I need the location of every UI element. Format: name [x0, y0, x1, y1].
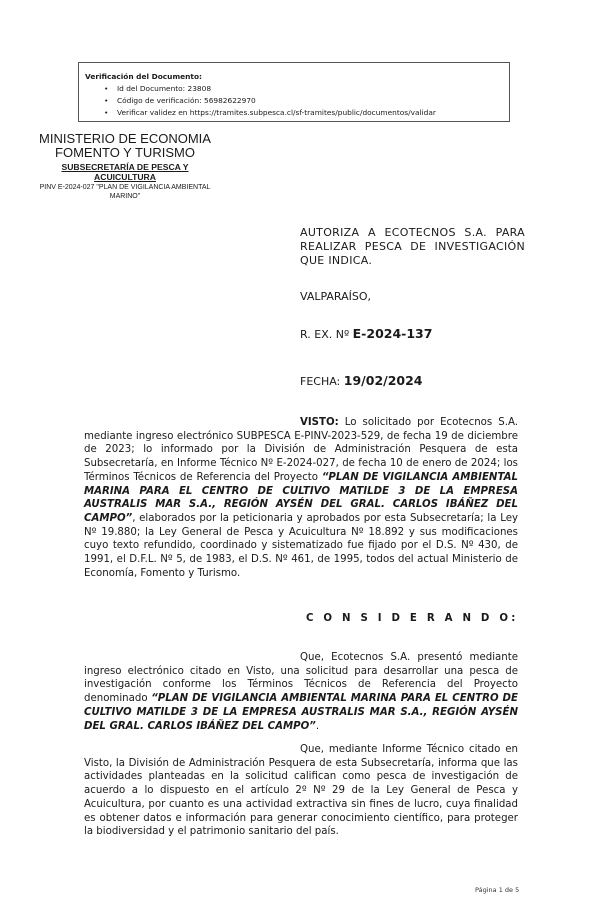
ministry-name-line2: FOMENTO Y TURISMO	[55, 145, 195, 160]
p1-text-b: .	[315, 720, 320, 732]
resolution-subject: AUTORIZA A ECOTECNOS S.A. PARA REALIZAR PESCA DE INVESTIGACIÓN QUE INDICA.	[300, 226, 525, 267]
ministry-name: MINISTERIO DE ECONOMIA	[39, 131, 211, 146]
considerando-paragraph-2	[84, 743, 518, 839]
subsecretaria-name: SUBSECRETARÍA DE PESCA Y ACUICULTURA	[61, 162, 189, 182]
resolution-city: VALPARAÍSO,	[300, 290, 372, 303]
resolution-number-value: E-2024-137	[352, 326, 433, 341]
visto-project: “PLAN DE VIGILANCIA AMBIENTAL MARINA PARA EL CENTRO DE CULTIVO MATILDE 3 DE LA EMPRESA AUSTRALIS MAR S.A., REGIÓN AYSÉN DEL GRAL. CARLOS IBÁÑEZ DEL CAMPO”	[84, 471, 518, 524]
considerando-heading: C O N S I D E R A N D O:	[306, 613, 519, 624]
resolution-number-label: R. EX. Nº	[300, 328, 350, 341]
resolution-date-value: 19/02/2024	[343, 373, 423, 388]
verification-url[interactable]: • Verificar validez en https://tramites.subpesca.cl/sf-tramites/public/documentos/validar	[117, 107, 509, 119]
resolution-date	[300, 374, 423, 389]
p1-text-a: Que, Ecotecnos S.A. presentó mediante ingreso electrónico citado en Visto, una solicitud para desarrollar una pesca de investigación conforme los Términos Técnicos de Referencia del Proyecto denominado	[84, 652, 518, 705]
document-id: • Id del Documento: 23808	[117, 83, 509, 95]
verification-code: • Código de verificación: 56982622970	[117, 95, 509, 107]
verification-title: Verificación del Documento:	[85, 72, 202, 81]
resolution-date-label: FECHA:	[300, 375, 341, 388]
reference-code: PINV E-2024-027 "PLAN DE VIGILANCIA AMBIENTAL MARINO"	[39, 184, 211, 200]
visto-section	[84, 416, 518, 580]
considerando-paragraph-1	[84, 651, 518, 733]
visto-text-b: , elaborados por la peticionaria y aprobados por esta Subsecretaría; la Ley Nº 19.880; la Ley General de Pesca y Acuicultura Nº 18.892 y sus modificaciones cuyo texto refundido, coordinado y sistematizado fue fijado por el D.S. Nº 430, de 1991, el D.F.L. Nº 5, de 1983, el D.S. Nº 461, de 1995, todos del actual Ministerio de Economía, Fomento y Turismo.	[84, 512, 518, 579]
visto-text-a: Lo solicitado por Ecotecnos S.A. mediante ingreso electrónico SUBPESCA E-PINV-2023-529, de fecha 19 de diciembre de 2023; lo informado por la División de Administración Pesquera de esta Subsecretaría, en Informe Técnico Nº E-2024-027, de fecha 10 de enero de 2024; los Términos Técnicos de Referencia del Proyecto	[84, 417, 518, 483]
page-number: Página 1 de 5	[475, 886, 520, 894]
p2-text: Que, mediante Informe Técnico citado en Visto, la División de Administración Pesquera de esta Subsecretaría, informa que las actividades planteadas en la solicitud califican como pesca de investigación de acuerdo a lo dispuesto en el artículo 2º Nº 29 de la Ley General de Pesca y Acuicultura, por cuanto es una actividad extractiva sin fines de lucro, cuya finalidad es obtener datos e información para generar conocimiento científico, para proteger la biodiversidad y el patrimonio sanitario del país.	[84, 744, 518, 838]
p1-project: “PLAN DE VIGILANCIA AMBIENTAL MARINA PARA EL CENTRO DE CULTIVO MATILDE 3 DE LA EMPRESA AUSTRALIS MAR S.A., REGIÓN AYSÉN DEL GRAL. CARLOS IBÁÑEZ DEL CAMPO”	[84, 693, 518, 732]
ministry-header	[30, 132, 220, 201]
visto-label: VISTO:	[300, 417, 339, 428]
resolution-number	[300, 327, 432, 342]
verification-box	[78, 62, 510, 122]
verification-list	[85, 83, 509, 119]
